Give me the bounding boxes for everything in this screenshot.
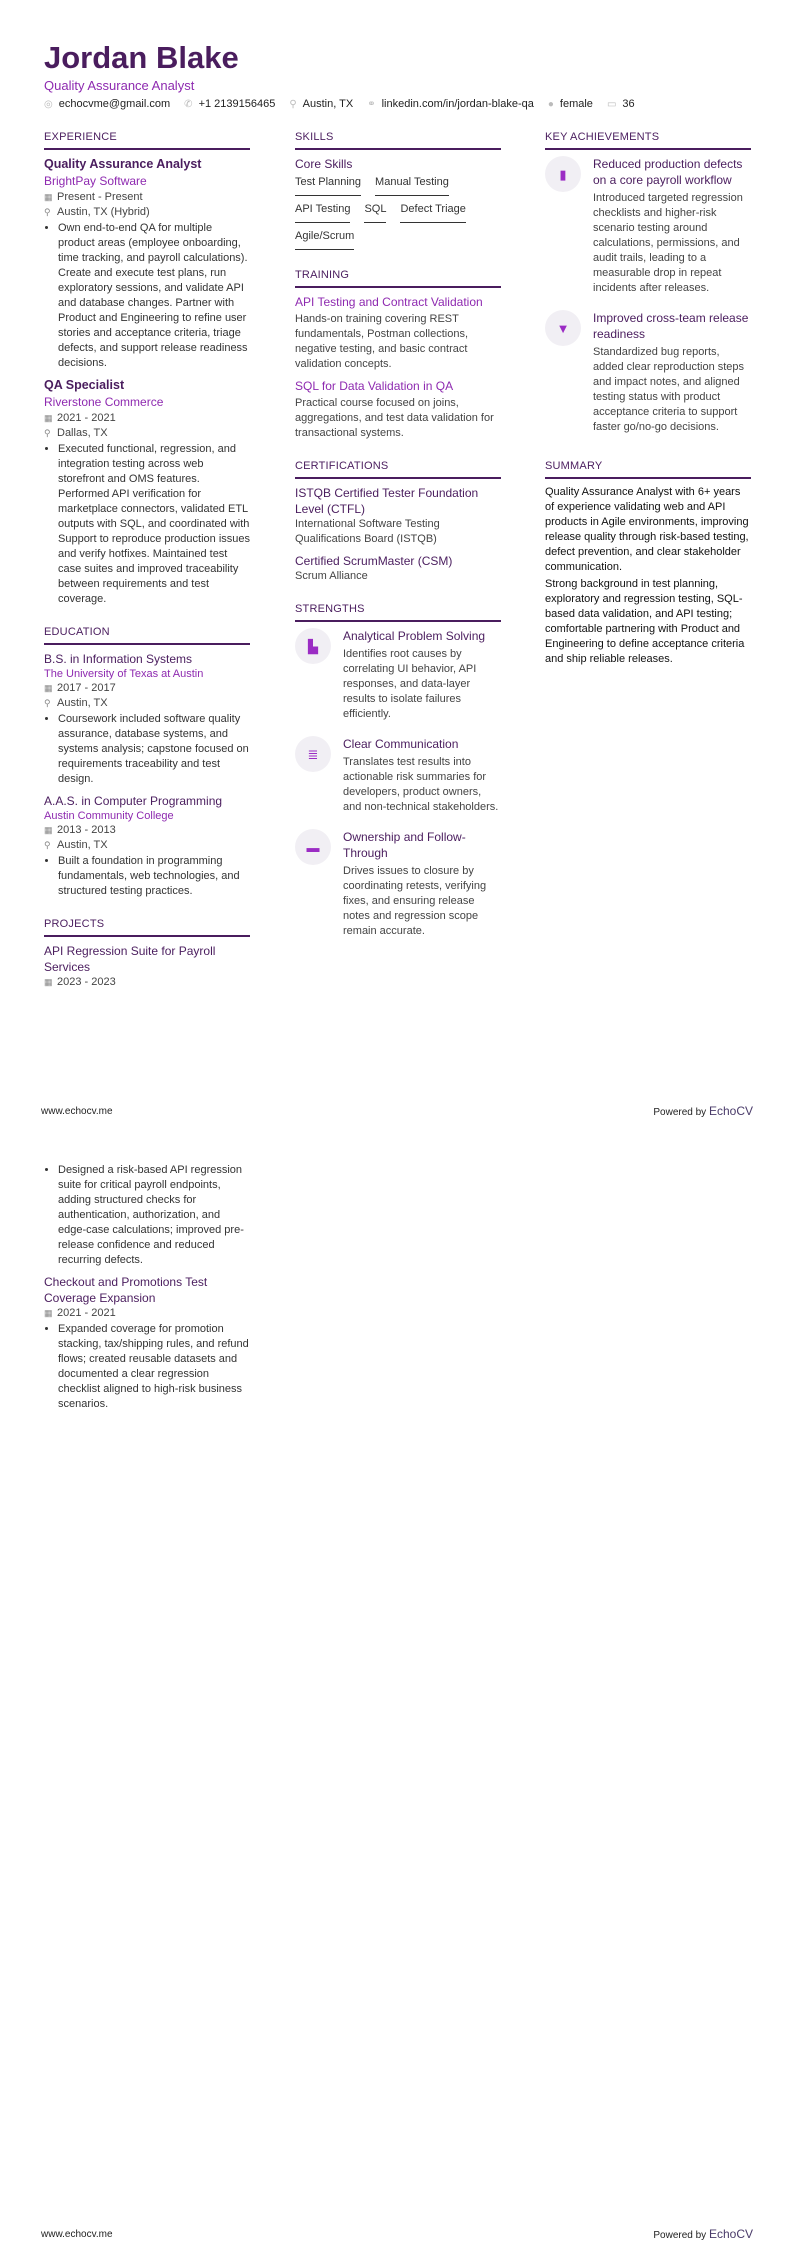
bullet: • Expanded coverage for promotion stacking, tax/shipping rules, and refund flows; created reusable datasets and documented a clear regression checklist aligned to high-risk business scenarios. <box>58 1322 250 1412</box>
section-heading: SUMMARY <box>545 459 751 479</box>
projects-section <box>44 917 250 990</box>
achievements-section <box>545 130 751 441</box>
strengths-section <box>295 602 501 945</box>
footer-site-link[interactable]: www.echocv.me <box>41 1106 113 1117</box>
skill-chip: SQL <box>364 202 386 223</box>
education-item <box>44 651 250 787</box>
skill-chip: Manual Testing <box>375 175 449 196</box>
link-icon: ⚭ <box>367 99 376 110</box>
calendar-icon: ▭ <box>606 99 617 110</box>
calendar-icon: ▦ <box>44 1308 53 1318</box>
calendar-icon: ▦ <box>44 977 53 987</box>
education-item <box>44 793 250 899</box>
location-icon: ⚲ <box>44 207 51 217</box>
training-section <box>295 268 501 441</box>
achievement-item <box>545 310 751 441</box>
summary-paragraph: Strong background in test planning, exploratory and regression testing, SQL-based data validation, and API testing; comfortable partnering with Product and Engineering to define acceptance criteria and ship reliable releases. <box>545 578 745 665</box>
middle-column <box>295 130 501 963</box>
skills-section <box>295 130 501 250</box>
bullet: • Coursework included software quality assurance, database systems, and systems analysis; capstone focused on requirements traceability and test design. <box>58 712 250 787</box>
training-title: SQL for Data Validation in QA <box>295 379 454 393</box>
strength-title: Clear Communication <box>343 737 459 751</box>
contact-text: female <box>559 98 593 110</box>
section-heading: CERTIFICATIONS <box>295 459 501 479</box>
date-text: 2023 - 2023 <box>57 976 116 988</box>
summary-paragraph: Quality Assurance Analyst with 6+ years of experience validating web and API products in Agile environments, improving release quality through risk-based testing, defect prevention, and clear stakeholder communication. <box>545 486 749 573</box>
company: BrightPay Software <box>44 174 147 188</box>
contact-gender <box>548 97 593 112</box>
achievement-item <box>545 156 751 302</box>
cert-title: Certified ScrumMaster (CSM) <box>295 554 453 568</box>
skill-chip: Agile/Scrum <box>295 229 354 250</box>
right-column <box>545 130 751 685</box>
bullet: • Executed functional, regression, and integration testing across web storefront and OMS features. Performed API verification for marketplace connectors, validated ETL outputs with SQL, and coordinated with Support to reproduce production issues and verify hotfixes. Maintained test case suites and improved traceability between requirements and test coverage. <box>58 442 250 607</box>
contact-location <box>289 97 353 112</box>
location-icon: ⚲ <box>44 428 51 438</box>
skill-chip: API Testing <box>295 202 350 223</box>
location <box>44 696 250 711</box>
dates <box>44 681 250 696</box>
footer-powered <box>653 1104 753 1120</box>
cert-issuer: International Software Testing Qualifications Board (ISTQB) <box>295 518 440 545</box>
job-title: QA Specialist <box>44 378 125 392</box>
location-icon: ⚲ <box>44 698 51 708</box>
left-column <box>44 1163 250 1418</box>
contact-email[interactable] <box>44 97 170 112</box>
job-title: Quality Assurance Analyst <box>44 157 202 171</box>
strength-title: Analytical Problem Solving <box>343 629 486 643</box>
location <box>44 205 250 220</box>
footer-powered <box>653 2227 753 2243</box>
degree: A.A.S. in Computer Programming <box>44 794 223 808</box>
company: Riverstone Commerce <box>44 395 164 409</box>
date-text: 2021 - 2021 <box>57 412 116 424</box>
section-heading: KEY ACHIEVEMENTS <box>545 130 751 150</box>
contact-text: +1 2139156465 <box>198 98 276 110</box>
education-section <box>44 625 250 899</box>
candidate-title: Quality Assurance Analyst <box>44 78 195 93</box>
skill-list <box>295 175 501 250</box>
location-text: Austin, TX <box>57 697 108 709</box>
dates <box>44 411 250 426</box>
footer <box>41 1104 753 1120</box>
calendar-icon: ▦ <box>44 825 53 835</box>
experience-item <box>44 377 250 607</box>
bullet: • Built a foundation in programming fundamentals, web technologies, and structured testing practices. <box>58 854 250 899</box>
achievement-title: Improved cross-team release readiness <box>593 311 749 341</box>
location <box>44 838 250 853</box>
section-heading: TRAINING <box>295 268 501 288</box>
school: Austin Community College <box>44 810 174 822</box>
strength-desc: Drives issues to closure by coordinating retests, verifying fixes, and ensuring release notes and regression scope remain accurate. <box>343 865 487 937</box>
strength-title: Ownership and Follow-Through <box>343 830 466 860</box>
cert-title: ISTQB Certified Tester Foundation Level (CTFL) <box>295 486 479 516</box>
brand-name: EchoCV <box>708 1104 753 1118</box>
left-column <box>44 130 250 1008</box>
at-icon: ◎ <box>44 99 53 110</box>
cert-issuer: Scrum Alliance <box>295 570 368 582</box>
contact-age <box>607 97 635 112</box>
location-icon: ⚲ <box>44 840 51 850</box>
date-text: 2017 - 2017 <box>57 682 116 694</box>
date-text: 2021 - 2021 <box>57 1307 116 1319</box>
calendar-icon: ▦ <box>44 192 53 202</box>
summary-section <box>545 459 751 667</box>
powered-label: Powered by <box>653 1107 707 1118</box>
degree: B.S. in Information Systems <box>44 652 193 666</box>
calendar-icon: ▦ <box>44 683 53 693</box>
strength-item <box>295 736 501 821</box>
strength-item <box>295 829 501 945</box>
location-text: Austin, TX <box>57 839 108 851</box>
section-heading: EDUCATION <box>44 625 250 645</box>
candidate-name: Jordan Blake <box>44 40 239 75</box>
dates <box>44 975 250 990</box>
contact-phone[interactable] <box>184 97 275 112</box>
bullet: • Designed a risk-based API regression suite for critical payroll endpoints, adding structured checks for authentication, authorization, and edge-case calculations; improved pre-release confidence and reduced recurring defects. <box>58 1163 250 1268</box>
database-icon: ≣ <box>295 736 331 772</box>
experience-item <box>44 156 250 371</box>
cake-icon: ▬ <box>295 829 331 865</box>
calendar-icon: ▦ <box>44 413 53 423</box>
strength-desc: Identifies root causes by correlating UI behavior, API responses, and data-layer results to isolate failures efficiently. <box>343 648 477 720</box>
training-title: API Testing and Contract Validation <box>295 295 483 309</box>
powered-label: Powered by <box>653 2230 707 2241</box>
achievement-desc: Standardized bug reports, added clear reproduction steps and impact notes, and aligned testing status with product acceptance criteria to support faster go/no-go decisions. <box>593 346 745 433</box>
achievement-title: Reduced production defects on a core payroll workflow <box>593 157 743 187</box>
dates <box>44 1306 250 1321</box>
location-icon: ⚲ <box>289 99 297 110</box>
section-heading: EXPERIENCE <box>44 130 250 150</box>
location <box>44 426 250 441</box>
experience-section <box>44 130 250 607</box>
certifications-section <box>295 459 501 584</box>
contact-bar <box>44 97 635 112</box>
school: The University of Texas at Austin <box>44 668 204 680</box>
skill-chip: Test Planning <box>295 175 361 196</box>
contact-linkedin[interactable] <box>367 97 534 112</box>
brand-name: EchoCV <box>708 2227 753 2241</box>
footer <box>41 2227 753 2243</box>
page-2 <box>0 1123 794 2246</box>
section-heading: PROJECTS <box>44 917 250 937</box>
contact-text: echocvme@gmail.com <box>58 98 171 110</box>
dates <box>44 823 250 838</box>
comment-icon: ▼ <box>545 310 581 346</box>
strength-item <box>295 628 501 728</box>
strength-desc: Translates test results into actionable risk summaries for developers, product owners, and non-technical stakeholders. <box>343 756 499 813</box>
bullet: • Own end-to-end QA for multiple product areas (employee onboarding, time tracking, and payroll calculations). Create and execute test plans, run exploratory sessions, and validate API and database changes. Partner with Product and Engineering to refine user stories and acceptance criteria, triage defects, and support release readiness decisions. <box>58 221 250 371</box>
footer-site-link[interactable]: www.echocv.me <box>41 2229 113 2240</box>
training-desc: Practical course focused on joins, aggregations, and test data validation for transactional systems. <box>295 397 494 439</box>
file-chart-icon: ▙ <box>295 628 331 664</box>
skill-chip: Defect Triage <box>400 202 465 223</box>
project-title: Checkout and Promotions Test Coverage Expansion <box>44 1275 208 1305</box>
achievement-desc: Introduced targeted regression checklists and higher-risk scenario testing around calculations, permissions, and audit trails, leading to a measurable drop in repeat incidents after releases. <box>593 192 743 294</box>
skill-group-title: Core Skills <box>295 157 353 171</box>
date-text: Present - Present <box>57 191 143 203</box>
dates <box>44 190 250 205</box>
section-heading: STRENGTHS <box>295 602 501 622</box>
phone-icon: ✆ <box>184 99 193 110</box>
section-heading: SKILLS <box>295 130 501 150</box>
file-icon: ▮ <box>545 156 581 192</box>
contact-text: linkedin.com/in/jordan-blake-qa <box>381 98 534 110</box>
contact-text: 36 <box>622 98 635 110</box>
contact-text: Austin, TX <box>302 98 354 110</box>
location-text: Austin, TX (Hybrid) <box>57 206 150 218</box>
location-text: Dallas, TX <box>57 427 108 439</box>
date-text: 2013 - 2013 <box>57 824 116 836</box>
training-desc: Hands-on training covering REST fundamentals, Postman collections, negative testing, and basic contract validation concepts. <box>295 313 469 370</box>
project-title: API Regression Suite for Payroll Services <box>44 944 216 974</box>
user-icon: ● <box>547 99 554 110</box>
